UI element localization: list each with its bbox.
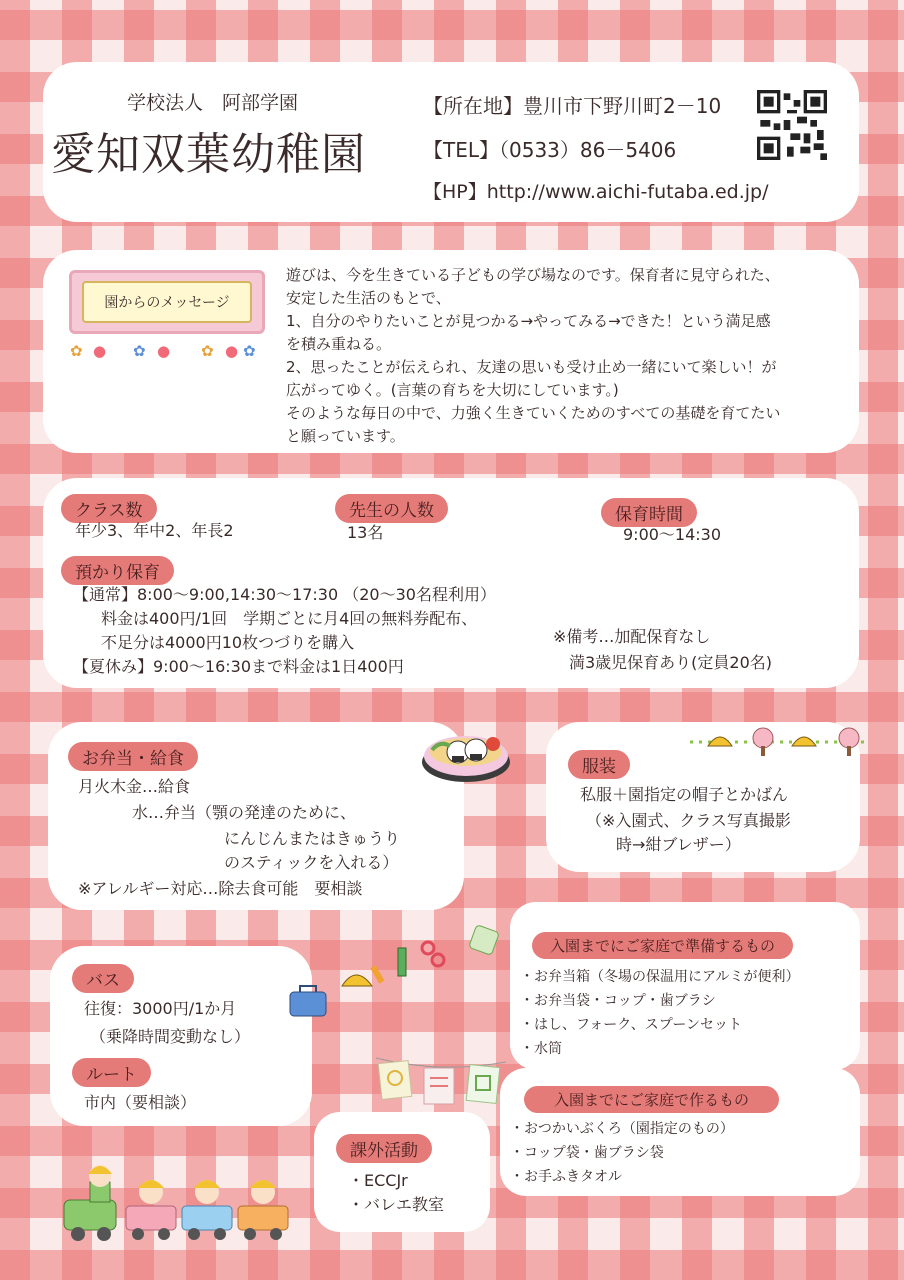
prepare-item: ・水筒: [520, 1041, 562, 1057]
message-banner: [69, 270, 265, 334]
note-line: ※備考…加配保育なし: [553, 627, 711, 646]
prepare-item: ・はし、フォーク、スプーンセット: [520, 1017, 743, 1033]
bus-line: （乗降時間変動なし）: [90, 1027, 251, 1046]
bus-label: バス: [72, 964, 134, 993]
classes-label: クラス数: [61, 494, 157, 523]
pennant-decoration: [376, 1052, 506, 1112]
lunch-line: ※アレルギー対応…除去食可能 要相談: [78, 879, 363, 898]
clothing-line: 時→紺ブレザー）: [616, 835, 741, 854]
school-supplies-decoration: [286, 914, 506, 1030]
route-value: 市内（要相談）: [84, 1093, 197, 1112]
route-label: ルート: [72, 1058, 151, 1087]
header-card: [43, 62, 859, 222]
extended-care-line: 不足分は4000円10枚つづりを購入: [101, 633, 355, 652]
clothing-label: 服装: [568, 750, 630, 779]
flower-icon: ✿: [70, 342, 83, 360]
flower-icon: ✿: [133, 342, 146, 360]
teachers-label: 先生の人数: [335, 494, 448, 523]
bus-line: 往復：3000円/1か月: [84, 999, 237, 1018]
train-with-children-illustration: [60, 1154, 300, 1246]
clothing-line: （※入園式、クラス写真撮影: [586, 811, 791, 830]
prepare-label: 入園までにご家庭で準備するもの: [532, 932, 793, 959]
flower-icon: ●: [93, 342, 107, 360]
message-text: 遊びは、今を生きている子どもの学び場なのです。保育者に見守られた、 安定した生活のもとで、 1、自分のやりたいことが見つかる→やってみる→できた！という満足感 を積み重ねる。 2、思ったことが伝えられ、友達の思いも受け止め一緒にいて楽しい！が 広がってゆく。(言葉の育ちを大切にしています。) そのような毎日の中で、力強く生きていくためのすべての基礎を育てたい と願っています。: [286, 266, 781, 445]
flower-icon: ✿: [243, 342, 256, 360]
info-card: [43, 478, 859, 688]
message-card: [43, 250, 859, 453]
message-banner-label: 園からのメッセージ: [82, 281, 252, 323]
extra-card: [314, 1112, 490, 1232]
teachers-value: 13名: [347, 523, 384, 542]
make-card: [500, 1068, 860, 1196]
make-item: ・コップ袋・歯ブラシ袋: [510, 1145, 664, 1161]
flower-icon: ●: [157, 342, 171, 360]
hours-label: 保育時間: [601, 498, 697, 527]
extra-label: 課外活動: [336, 1134, 432, 1163]
address: 【所在地】豊川市下野川町2－10: [423, 94, 722, 118]
prepare-item: ・お弁当袋・コップ・歯ブラシ: [520, 993, 716, 1009]
make-item: ・お手ふきタオル: [510, 1169, 622, 1185]
classes-value: 年少3、年中2、年長2: [75, 521, 234, 540]
make-item: ・おつかいぶくろ（園指定のもの）: [510, 1121, 734, 1137]
prepare-card: [510, 902, 860, 1070]
flower-icon: ✿: [201, 342, 214, 360]
qr-code-icon[interactable]: [757, 90, 827, 160]
prepare-item: ・お弁当箱（冬場の保温用にアルミが便利）: [520, 969, 800, 985]
extended-care-line: 【通常】8:00～9:00,14:30～17:30 （20～30名程利用）: [73, 585, 496, 604]
lunch-line: にんじんまたはきゅうり: [224, 829, 401, 848]
lunch-line: 月火木金…給食: [78, 777, 191, 796]
hours-value: 9:00～14:30: [623, 525, 722, 544]
flower-icon: ●: [225, 342, 239, 360]
school-name: 愛知双葉幼稚園: [51, 129, 366, 180]
note-line: 満3歳児保育あり(定員20名): [569, 653, 773, 672]
lunch-line: 水…弁当（顎の発達のために、: [132, 803, 357, 822]
lunch-line: のスティックを入れる）: [224, 853, 399, 872]
extended-care-line: 【夏休み】9:00～16:30まで料金は1日400円: [73, 657, 404, 676]
lunch-card: [48, 722, 464, 910]
lunch-label: お弁当・給食: [68, 742, 198, 771]
org-name: 学校法人 阿部学園: [127, 92, 299, 114]
extended-care-label: 預かり保育: [61, 556, 174, 585]
extended-care-line: 料金は400円/1回 学期ごとに月4回の無料券配布、: [101, 609, 478, 628]
extra-item: ・ECCJr: [348, 1171, 408, 1190]
clothing-line: 私服＋園指定の帽子とかばん: [580, 785, 789, 804]
bus-card: [50, 946, 312, 1126]
telephone: 【TEL】（0533）86－5406: [423, 138, 677, 162]
hats-and-trees-decoration: [690, 724, 868, 760]
extra-item: ・バレエ教室: [348, 1195, 445, 1214]
homepage[interactable]: 【HP】http://www.aichi-futaba.ed.jp/: [423, 181, 769, 203]
bento-box-icon: [418, 722, 514, 786]
make-label: 入園までにご家庭で作るもの: [524, 1086, 779, 1113]
